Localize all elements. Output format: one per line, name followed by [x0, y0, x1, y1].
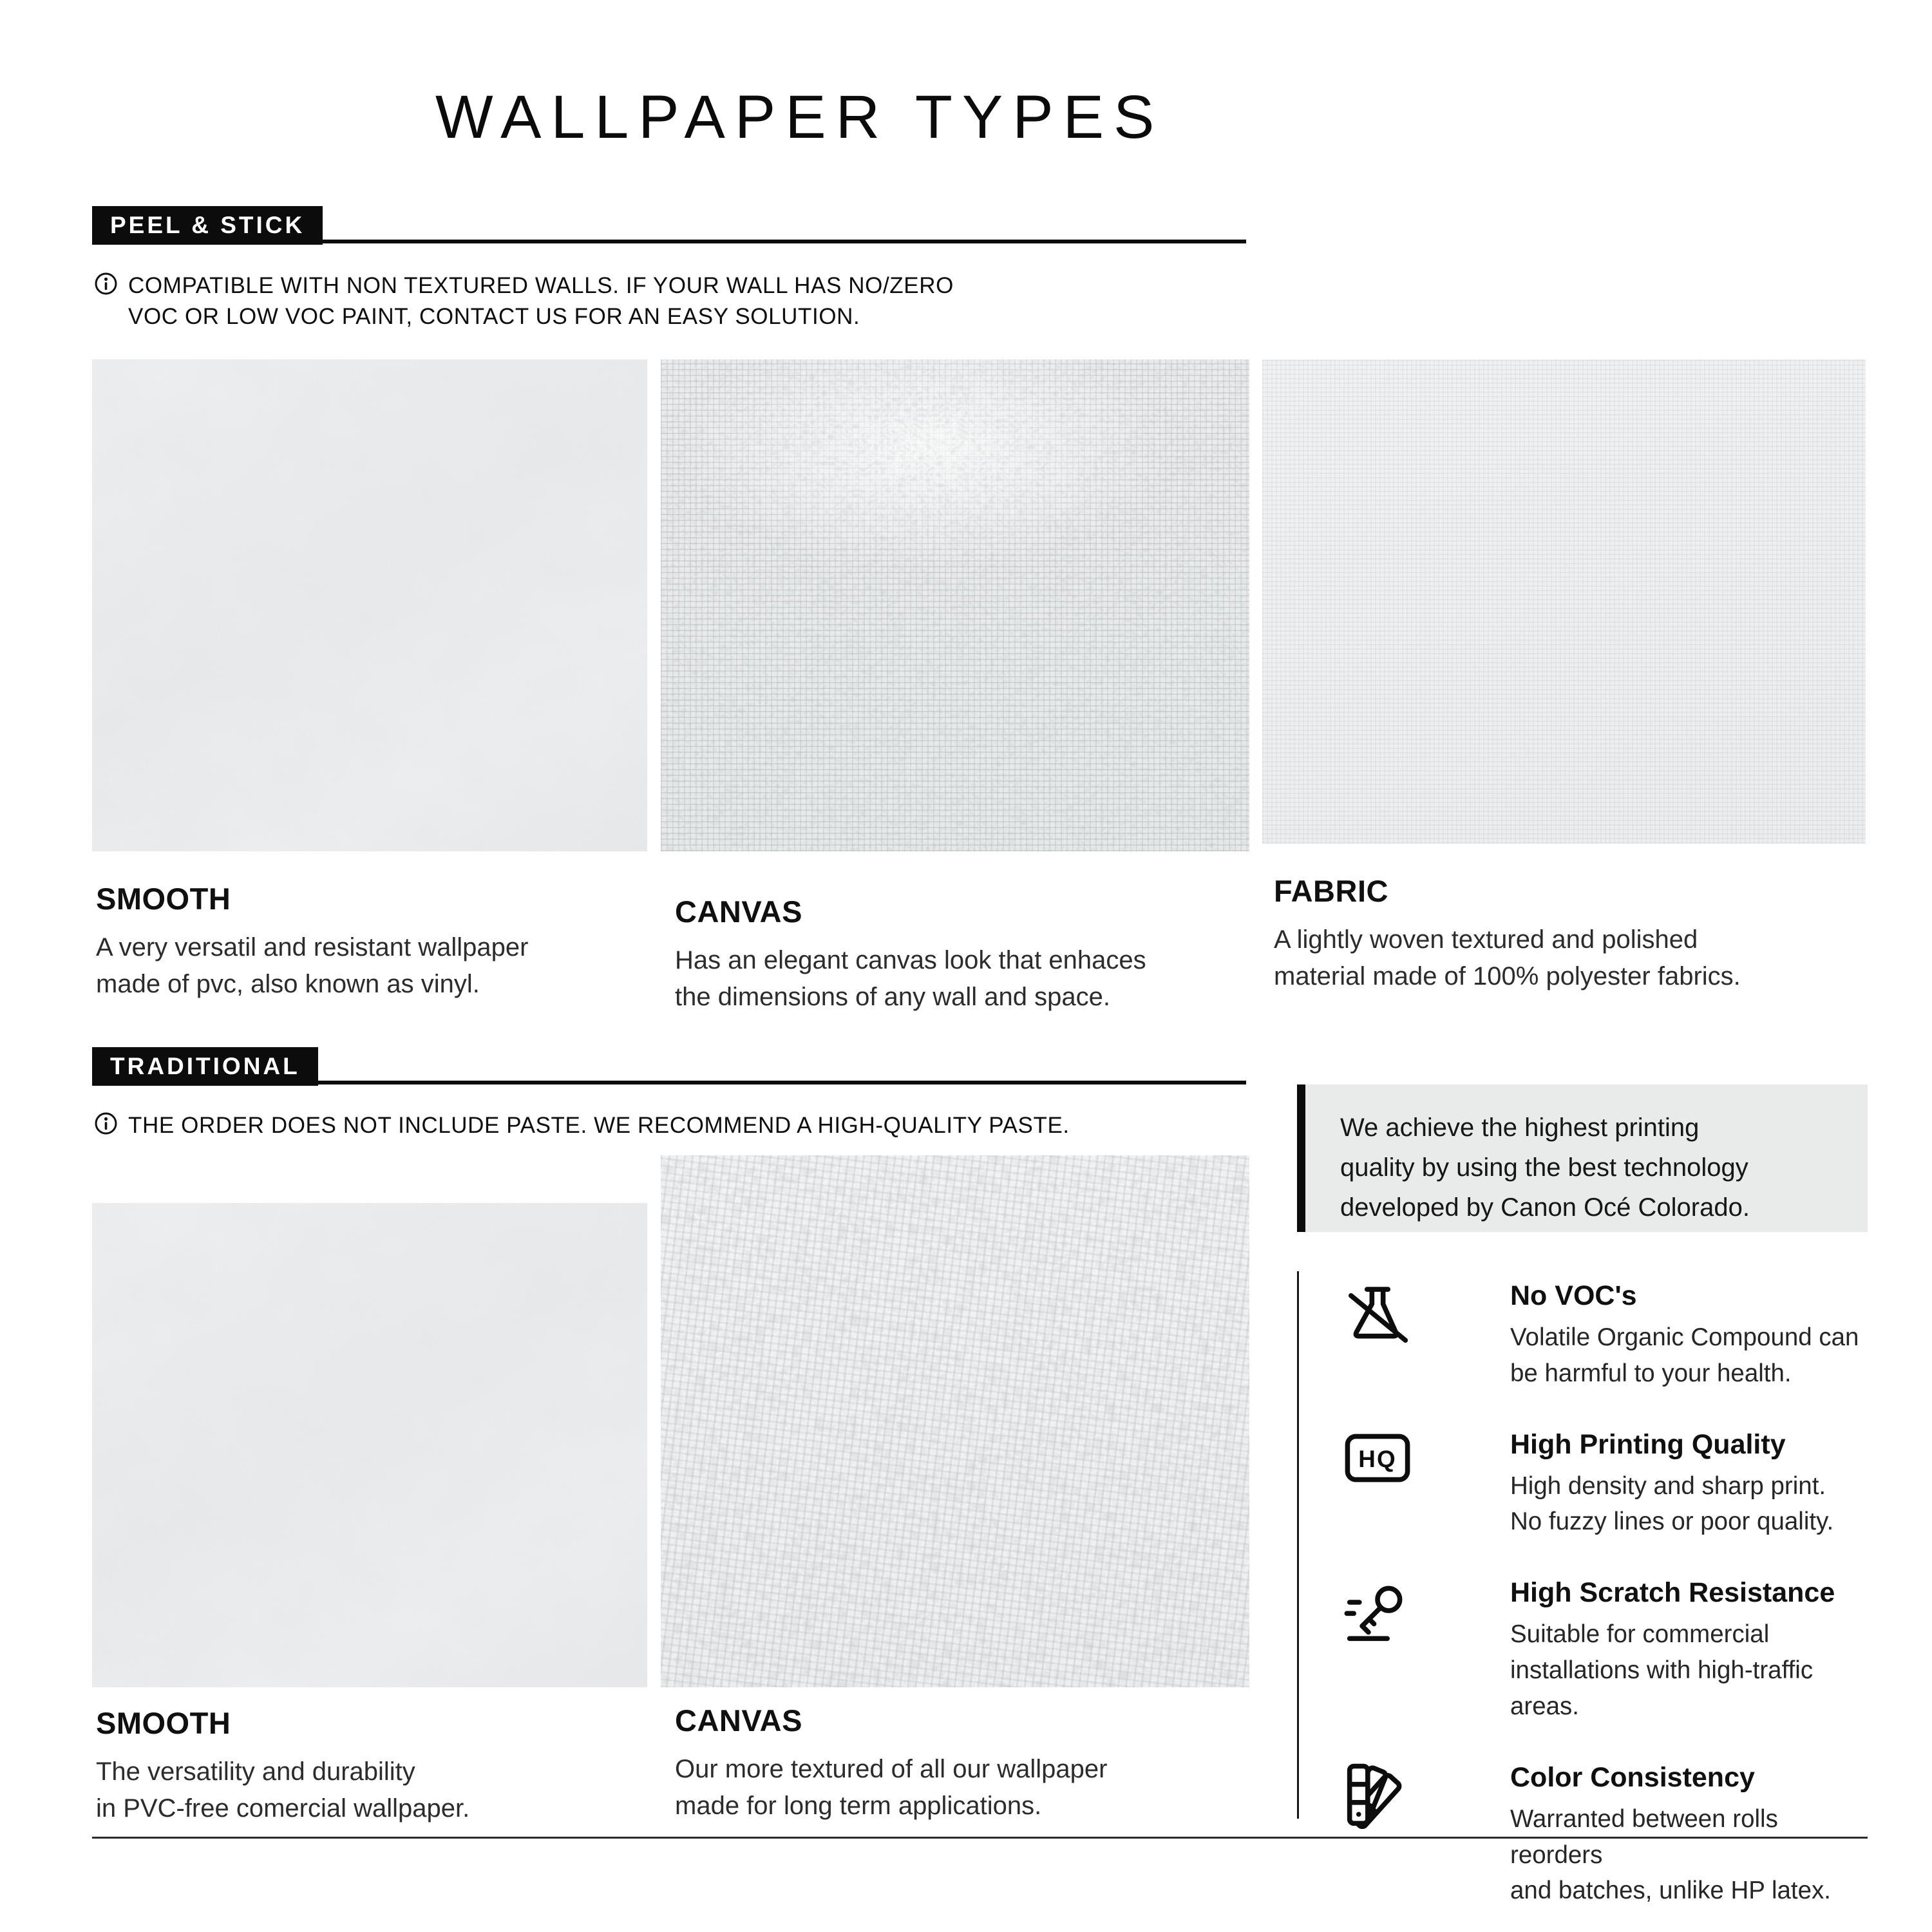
- svg-text:HQ: HQ: [1358, 1445, 1397, 1472]
- hq-badge-icon: [1341, 1429, 1414, 1483]
- swatch-title: SMOOTH: [96, 882, 231, 916]
- feature-title: High Scratch Resistance: [1510, 1577, 1835, 1609]
- color-swatches-icon: [1341, 1762, 1414, 1829]
- info-icon: [94, 1112, 118, 1135]
- caption-fabric-peel: [1274, 873, 1873, 995]
- smooth-texture: [92, 1203, 647, 1687]
- traditional-note: [94, 1110, 1070, 1141]
- caption-smooth-peel: [96, 881, 650, 1003]
- quality-line: We achieve the highest printing: [1340, 1113, 1700, 1142]
- feature-title: No VOC's: [1510, 1280, 1637, 1311]
- feature-desc-line: High density and sharp print.: [1510, 1472, 1826, 1500]
- section-badge-traditional: TRADITIONAL: [92, 1047, 318, 1086]
- feature-desc-line: No fuzzy lines or poor quality.: [1510, 1508, 1834, 1536]
- swatch-desc-line: Has an elegant canvas look that enhaces: [675, 946, 1146, 974]
- feature-no-voc: [1299, 1280, 1868, 1392]
- canvas-texture: [661, 359, 1249, 851]
- swatch-image-canvas-peel: [661, 359, 1249, 851]
- bottom-divider: [92, 1837, 1868, 1839]
- fabric-texture: [1262, 359, 1866, 844]
- swatch-image-smooth-traditional: [92, 1203, 647, 1687]
- traditional-note-text: [128, 1110, 1070, 1141]
- swatch-title: SMOOTH: [96, 1706, 231, 1740]
- note-line: COMPATIBLE WITH NON TEXTURED WALLS. IF YOUR WALL HAS NO/ZERO: [128, 273, 954, 298]
- swatch-desc-line: The versatility and durability: [96, 1757, 415, 1786]
- smooth-texture: [92, 359, 647, 851]
- page-title: WALLPAPER TYPES: [435, 83, 1164, 151]
- rough-canvas-texture: [661, 1155, 1249, 1687]
- info-icon: [94, 272, 118, 296]
- feature-desc-line: and batches, unlike HP latex.: [1510, 1877, 1831, 1905]
- swatch-image-smooth-peel: [92, 359, 647, 851]
- note-line: VOC OR LOW VOC PAINT, CONTACT US FOR AN EASY SOLUTION.: [128, 304, 860, 330]
- key-scratch-icon: [1341, 1577, 1414, 1644]
- swatch-desc-line: A lightly woven textured and polished: [1274, 925, 1698, 954]
- traditional-header: [92, 1047, 1246, 1086]
- quality-line: quality by using the best technology: [1340, 1153, 1748, 1182]
- peel-stick-note: [94, 270, 954, 333]
- section-badge-peel-stick: PEEL & STICK: [92, 206, 323, 245]
- swatch-image-canvas-traditional: [661, 1155, 1249, 1687]
- feature-desc-line: Warranted between rolls reorders: [1510, 1804, 1778, 1869]
- caption-canvas-peel: [675, 894, 1255, 1016]
- note-line: THE ORDER DOES NOT INCLUDE PASTE. WE RECOMMEND A HIGH-QUALITY PASTE.: [128, 1113, 1070, 1138]
- peel-stick-header: [92, 206, 1246, 245]
- feature-high-scratch-resistance: [1299, 1577, 1868, 1724]
- feature-desc-line: be harmful to your health.: [1510, 1359, 1792, 1387]
- swatch-desc-line: the dimensions of any wall and space.: [675, 983, 1110, 1012]
- feature-title: Color Consistency: [1510, 1761, 1755, 1793]
- no-voc-flask-icon: [1341, 1280, 1414, 1347]
- feature-title: High Printing Quality: [1510, 1428, 1786, 1460]
- caption-canvas-traditional: [675, 1703, 1255, 1824]
- swatch-desc-line: in PVC-free comercial wallpaper.: [96, 1794, 470, 1823]
- swatch-desc-line: made of pvc, also known as vinyl.: [96, 970, 480, 999]
- peel-stick-note-text: [128, 270, 954, 333]
- swatch-desc-line: A very versatil and resistant wallpaper: [96, 933, 529, 961]
- swatch-title: CANVAS: [675, 895, 802, 929]
- feature-desc-line: installations with high-traffic areas.: [1510, 1656, 1814, 1720]
- swatch-desc-line: material made of 100% polyester fabrics.: [1274, 962, 1741, 991]
- swatch-title: FABRIC: [1274, 874, 1388, 908]
- printing-quality-callout: [1297, 1084, 1868, 1232]
- feature-high-printing-quality: [1299, 1429, 1868, 1540]
- quality-line: developed by Canon Océ Colorado.: [1340, 1193, 1750, 1222]
- feature-desc-line: Suitable for commercial: [1510, 1620, 1770, 1649]
- swatch-desc-line: Our more textured of all our wallpaper: [675, 1755, 1108, 1783]
- feature-desc-line: Volatile Organic Compound can: [1510, 1323, 1859, 1351]
- swatch-desc-line: made for long term applications.: [675, 1792, 1042, 1821]
- feature-list: [1297, 1271, 1868, 1905]
- feature-color-consistency: [1299, 1762, 1868, 1909]
- swatch-image-fabric-peel: [1262, 359, 1866, 844]
- caption-smooth-traditional: [96, 1705, 650, 1827]
- swatch-title: CANVAS: [675, 1703, 802, 1738]
